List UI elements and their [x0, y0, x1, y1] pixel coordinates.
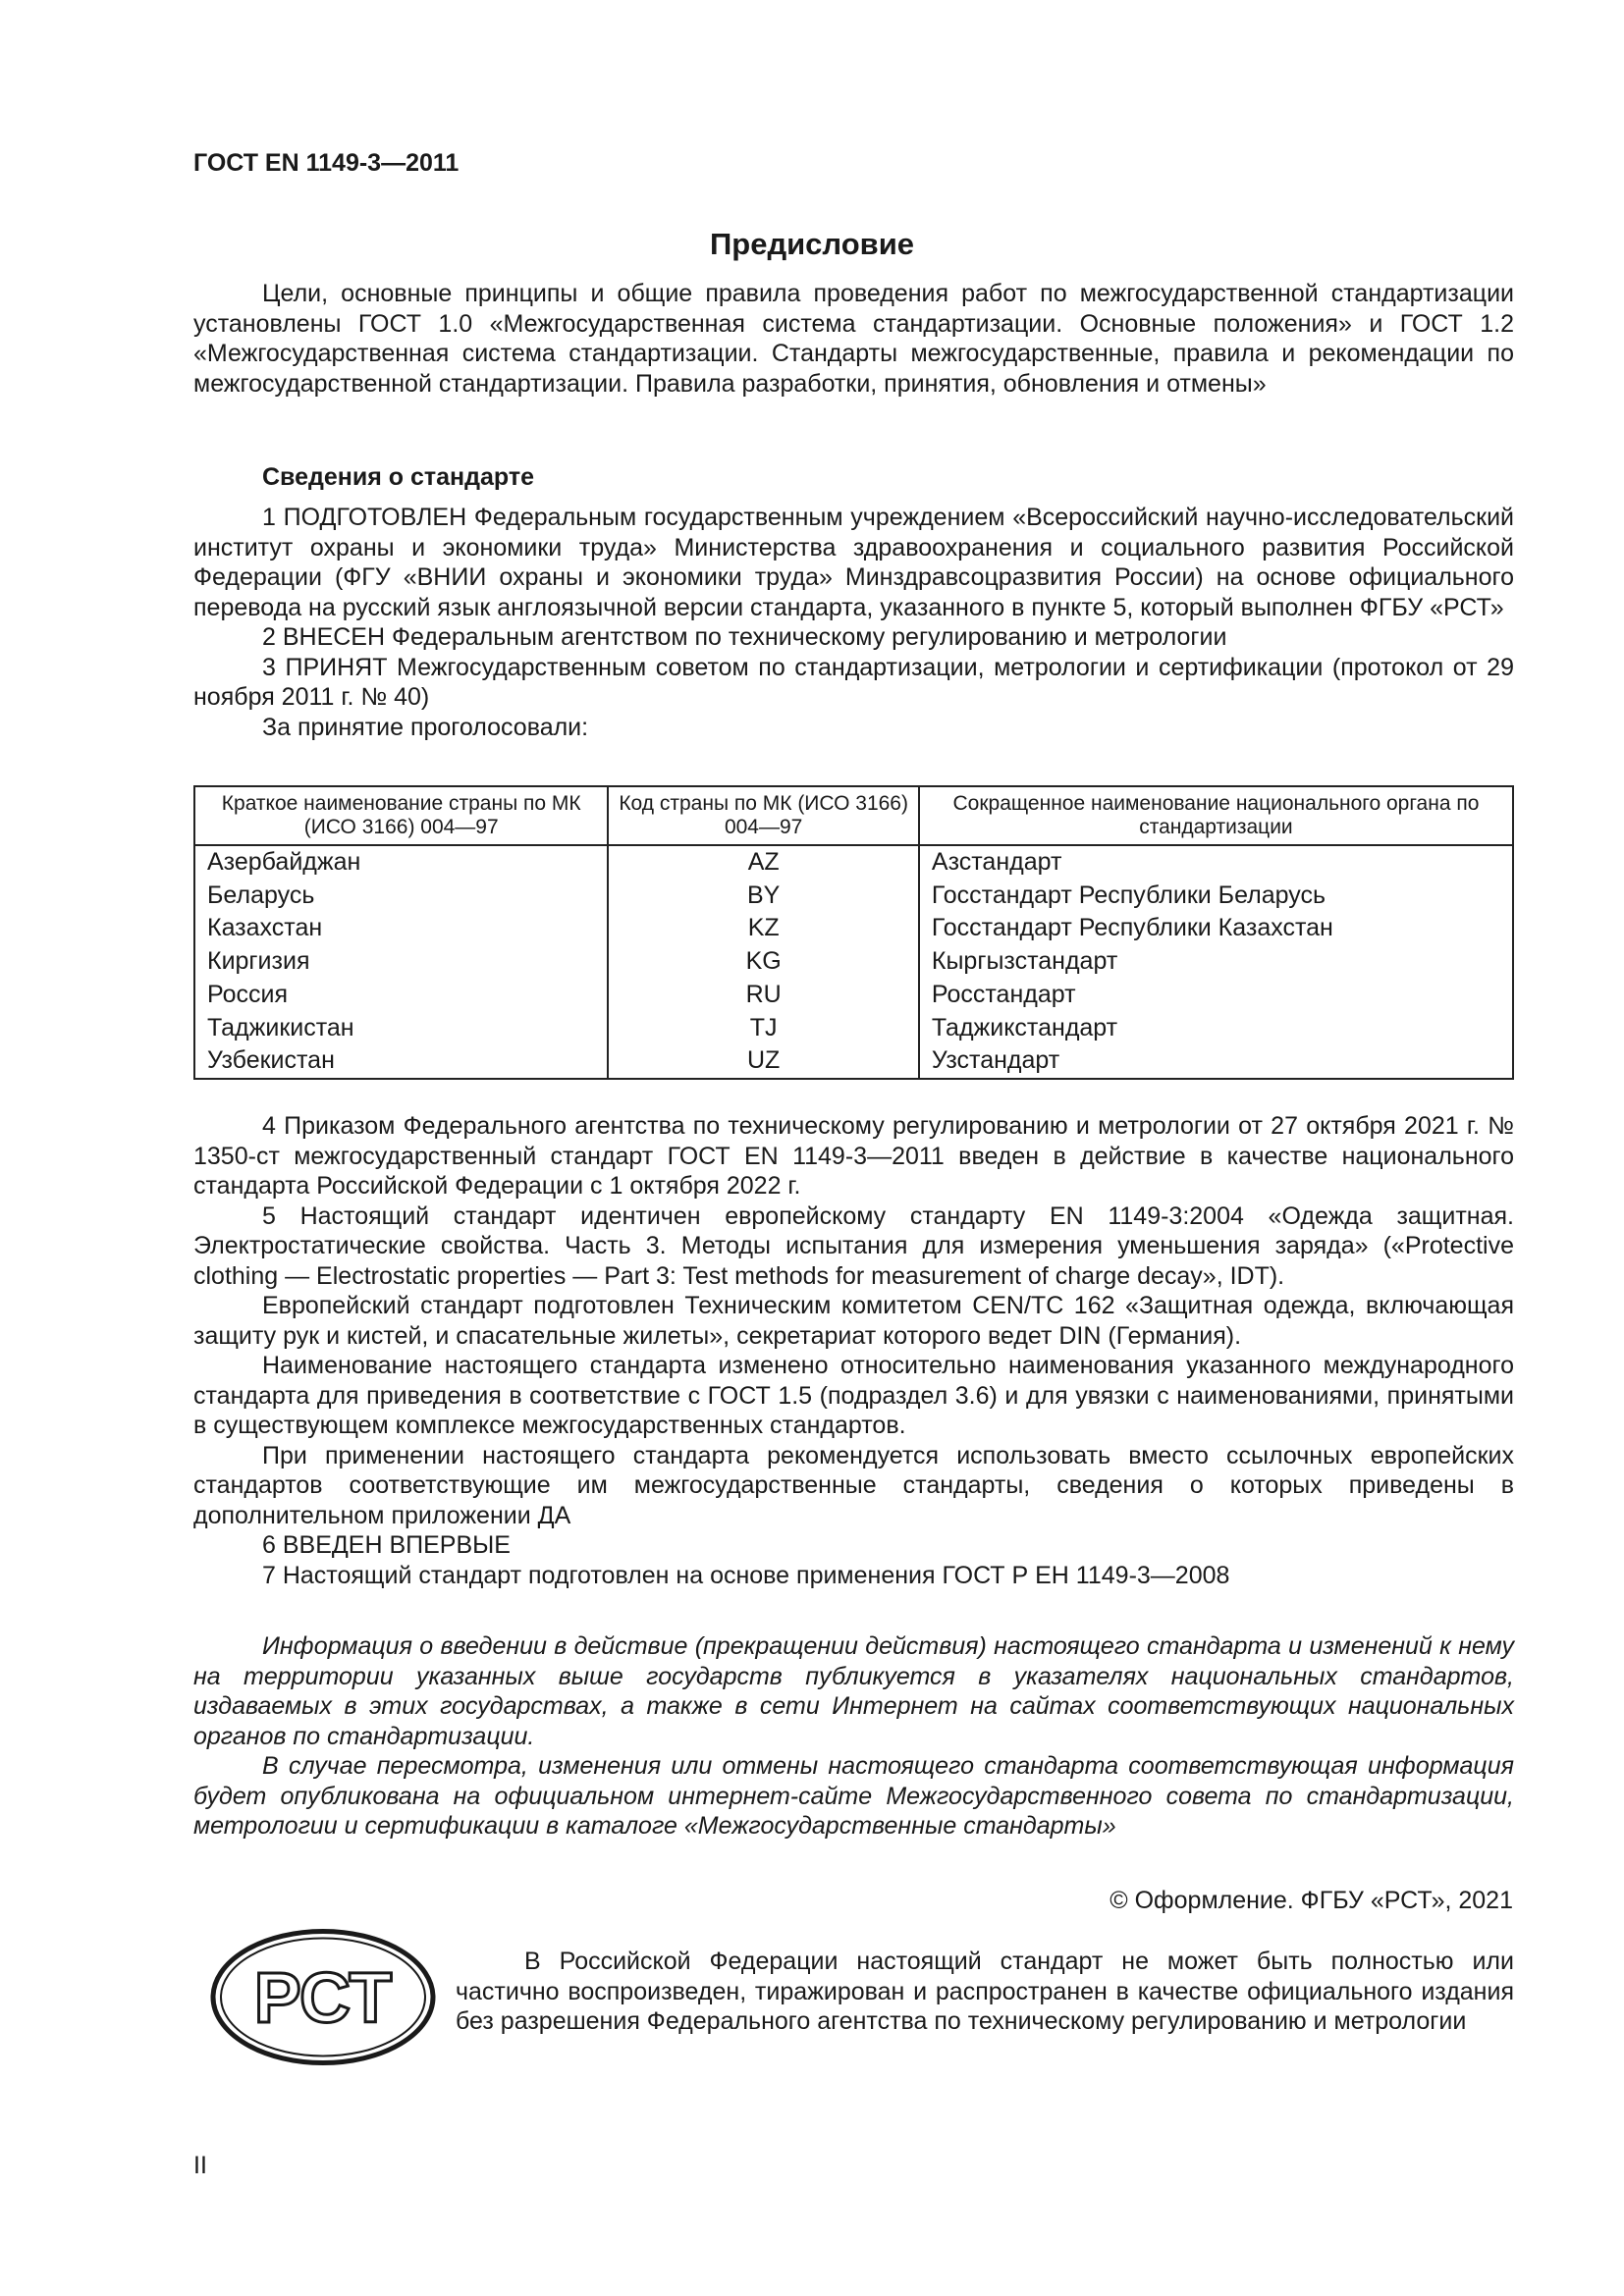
code-cell: KZ	[608, 912, 918, 945]
country-cell: Таджикистан	[194, 1012, 608, 1045]
body-cell: Таджикстандарт	[919, 1012, 1513, 1045]
table-row	[194, 1044, 1513, 1079]
country-cell: Киргизия	[194, 945, 608, 979]
column-header-code: Код страны по МК (ИСО 3166) 004—97	[608, 786, 918, 845]
notice-paragraph: В Российской Федерации настоящий стандарт не может быть полностью или частично воспроизведен, тиражирован и распространен в качестве официального издания без разрешения Федерального агентства по техническому регулированию и метрологии	[456, 1948, 1514, 2035]
note-paragraph: В случае пересмотра, изменения или отмены настоящего стандарта соответствующая информация будет опубликована на официальном интернет-сайте Межгосударственного совета по стандартизации, метрологии и сертификации в каталоге «Межгосударственные стандарты»	[193, 1752, 1514, 1840]
item-paragraph: При применении настоящего стандарта рекомендуется использовать вместо ссылочных европейских стандартов соответствующие им межгосударственные стандарты, сведения о которых приведены в дополнительном приложении ДА	[193, 1441, 1514, 1529]
body-cell: Азстандарт	[919, 845, 1513, 880]
table-row	[194, 979, 1513, 1012]
column-header-body: Сокращенное наименование национального органа по стандартизации	[919, 786, 1513, 845]
code-cell: KG	[608, 945, 918, 979]
country-cell: Беларусь	[194, 880, 608, 913]
body-cell: Госстандарт Республики Казахстан	[919, 912, 1513, 945]
country-cell: Азербайджан	[194, 845, 608, 880]
code-cell: BY	[608, 880, 918, 913]
intro-block	[193, 279, 1514, 399]
item-paragraph: 2 ВНЕСЕН Федеральным агентством по техническому регулированию и метрологии	[262, 623, 1227, 651]
note-paragraph: Информация о введении в действие (прекращении действия) настоящего стандарта и изменений к нему на территории указанных выше государств публикуется в указателях национальных стандартов, издаваемых в этих государствах, а также в сети Интернет на сайтах соответствующих национальных органов по стандартизации.	[193, 1632, 1514, 1750]
info-heading: Сведения о стандарте	[262, 463, 535, 491]
table-row	[194, 1012, 1513, 1045]
table-row	[194, 945, 1513, 979]
table-row	[194, 845, 1513, 880]
body-cell: Росстандарт	[919, 979, 1513, 1012]
item-paragraph: 1 ПОДГОТОВЛЕН Федеральным государственным учреждением «Всероссийский научно-исследовательский институт охраны и экономики труда» Министерства здравоохранения и социального развития Российской Федерации (ФГУ «ВНИИ охраны и экономики труда» Минздравсоцразвития России) на основе официального перевода на русский язык англоязычной версии стандарта, указанного в пункте 5, который выполнен ФГБУ «РСТ»	[193, 504, 1514, 621]
copyright-notice	[456, 1947, 1514, 2037]
body-cell: Кыргызстандарт	[919, 945, 1513, 979]
vote-caption: За принятие проголосовали:	[262, 713, 589, 741]
code-cell: UZ	[608, 1044, 918, 1079]
code-cell: AZ	[608, 845, 918, 880]
country-cell: Россия	[194, 979, 608, 1012]
code-cell: TJ	[608, 1012, 918, 1045]
column-header-country: Краткое наименование страны по МК (ИСО 3166) 004—97	[194, 786, 608, 845]
item-paragraph: 5 Настоящий стандарт идентичен европейскому стандарту EN 1149-3:2004 «Одежда защитная. Электростатические свойства. Часть 3. Методы испытания для измерения уменьшения заряда» («Protective clothing — Electrostatic properties — Part 3: Test methods for measurement of charge decay», IDT).	[193, 1201, 1514, 1290]
item-paragraph: 6 ВВЕДЕН ВПЕРВЫЕ	[262, 1531, 511, 1559]
logo-text: РСТ	[253, 1959, 393, 2038]
item-paragraph: Наименование настоящего стандарта изменено относительно наименования указанного международного стандарта для приведения в соответствие с ГОСТ 1.5 (подраздел 3.6) и для увязки с наименованиями, принятыми в существующем комплексе межгосударственных стандартов.	[193, 1352, 1514, 1439]
copyright-line: © Оформление. ФГБУ «РСТ», 2021	[1110, 1887, 1513, 1914]
page-number: II	[193, 2152, 207, 2179]
body-cell: Госстандарт Республики Беларусь	[919, 880, 1513, 913]
table-header-row	[194, 786, 1513, 845]
item-paragraph: 7 Настоящий стандарт подготовлен на основе применения ГОСТ Р ЕН 1149-3—2008	[262, 1561, 1230, 1589]
item-paragraph: Европейский стандарт подготовлен Техническим комитетом CEN/TC 162 «Защитная одежда, включающая защиту рук и кистей, и спасательные жилеты», секретариат которого ведет DIN (Германия).	[193, 1292, 1514, 1350]
page-title: Предисловие	[709, 227, 914, 261]
intro-paragraph: Цели, основные принципы и общие правила проведения работ по межгосударственной стандартизации установлены ГОСТ 1.0 «Межгосударственная система стандартизации. Основные положения» и ГОСТ 1.2 «Межгосударственная система стандартизации. Стандарты межгосударственные, правила и рекомендации по межгосударственной стандартизации. Правила разработки, принятия, обновления и отмены»	[193, 280, 1514, 398]
item-paragraph: 3 ПРИНЯТ Межгосударственным советом по стандартизации, метрологии и сертификации (протокол от 29 ноября 2011 г. № 40)	[193, 653, 1514, 711]
document-code: ГОСТ EN 1149-3—2011	[193, 149, 460, 177]
rst-certification-mark-icon	[209, 1926, 437, 2068]
voting-members-table	[193, 785, 1514, 1080]
country-cell: Казахстан	[194, 912, 608, 945]
code-cell: RU	[608, 979, 918, 1012]
italic-notes	[193, 1631, 1514, 1842]
items-before-table	[193, 503, 1514, 742]
country-cell: Узбекистан	[194, 1044, 608, 1079]
table-row	[194, 912, 1513, 945]
item-paragraph: 4 Приказом Федерального агентства по техническому регулированию и метрологии от 27 октября 2021 г. № 1350-ст межгосударственный стандарт ГОСТ EN 1149-3—2011 введен в действие в качестве национального стандарта Российской Федерации с 1 октября 2022 г.	[193, 1112, 1514, 1200]
body-cell: Узстандарт	[919, 1044, 1513, 1079]
table-row	[194, 880, 1513, 913]
items-after-table	[193, 1111, 1514, 1590]
